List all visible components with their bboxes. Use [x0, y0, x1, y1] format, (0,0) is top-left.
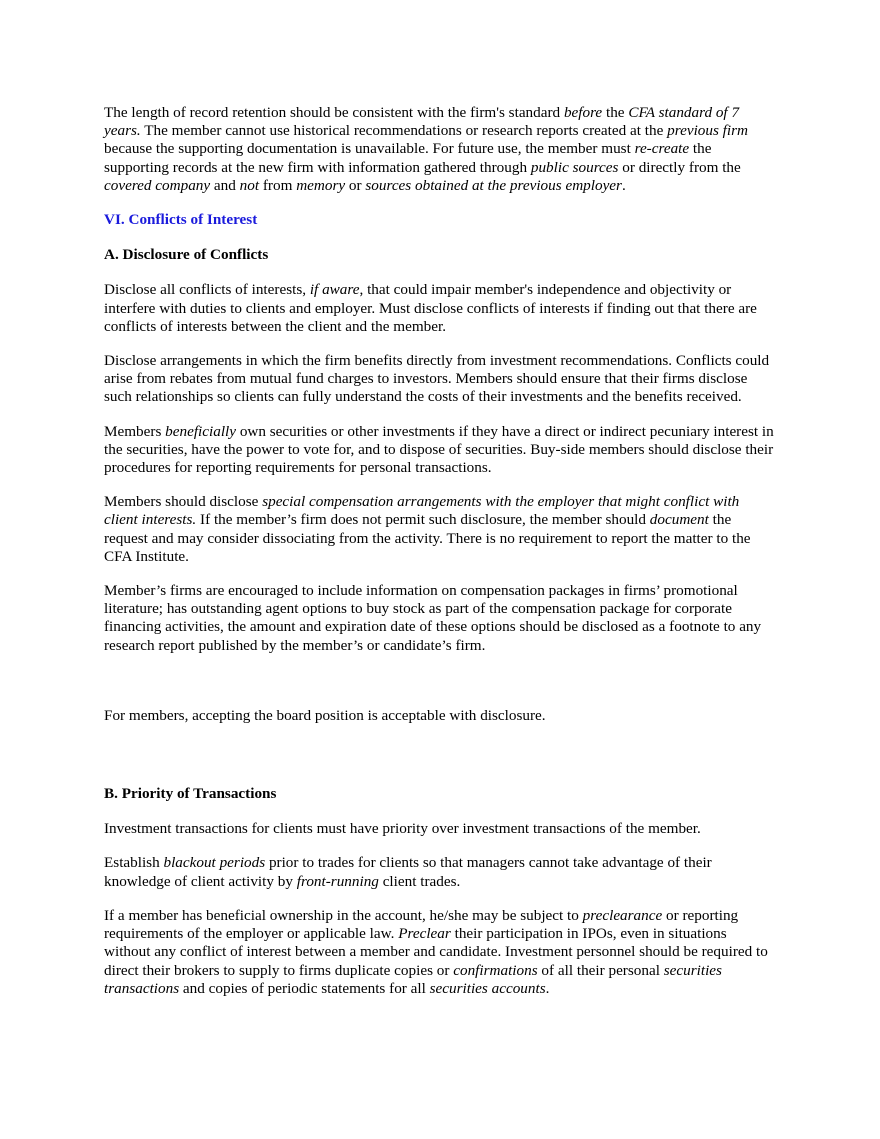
- paragraph-compensation-packages: Member’s firms are encouraged to include information on compensation packages in firms’ promotional literature; has outstanding agent options to buy stock as part of the compensation package for corporate financing activities, the amount and expiration date of these options should be disclosed as a footnote to any research report published by the member’s or candidate’s firm.: [104, 582, 762, 654]
- paragraph-blackout-periods: Establish blackout periods prior to trades for clients so that managers cannot take advantage of their knowledge of client activity by front-running client trades.: [104, 854, 712, 890]
- paragraph-client-priority: Investment transactions for clients must have priority over investment transactions of the member.: [104, 820, 701, 838]
- paragraph-preclearance: If a member has beneficial ownership in the account, he/she may be subject to preclearance or reporting requirements of the employer or applicable law. Preclear their participation in IPOs, even in situations without any conflict of interest between a member and candidate. Investment personnel should be required to direct their brokers to supply to firms duplicate copies or confirmations of all their personal securities transactions and copies of periodic statements for all securities accounts.: [104, 906, 768, 997]
- paragraph-special-compensation: Members should disclose special compensation arrangements with the employer that might conflict with client interests. If the member’s firm does not permit such disclosure, the member should document the request and may consider dissociating from the activity. There is no requirement to report the matter to the CFA Institute.: [104, 493, 751, 565]
- paragraph-beneficial-ownership: Members beneficially own securities or other investments if they have a direct or indirect pecuniary interest in the securities, have the power to vote for, and to dispose of securities. Buy-side members should disclose their procedures for reporting requirements for personal transactions.: [104, 422, 774, 477]
- paragraph-record-retention: The length of record retention should be consistent with the firm's standard before the CFA standard of 7 years. The member cannot use historical recommendations or research reports created at the previous firm because the supporting documentation is unavailable. For future use, the member must re-create the supporting records at the new firm with information gathered through public sources or directly from the covered company and not from memory or sources obtained at the previous employer.: [104, 104, 748, 194]
- section-heading-conflicts: VI. Conflicts of Interest: [104, 211, 258, 229]
- paragraph-disclose-arrangements: Disclose arrangements in which the firm benefits directly from investment recommendations. Conflicts could arise from rebates from mutual fund charges to investors. Members should ensure that their firms disclose such relationships so clients can fully understand the costs of their investments and the benefits received.: [104, 352, 770, 406]
- paragraph-board-position: For members, accepting the board position is acceptable with disclosure.: [104, 706, 546, 724]
- spacer: [104, 741, 774, 785]
- spacer: [104, 671, 774, 707]
- subheading-disclosure: A. Disclosure of Conflicts: [104, 246, 269, 264]
- document-page: [104, 104, 774, 1014]
- subheading-priority: B. Priority of Transactions: [104, 785, 277, 803]
- paragraph-disclose-conflicts: Disclose all conflicts of interests, if aware, that could impair member's independence and objectivity or interfere with duties to clients and employer. Must disclose conflicts of interests if finding out that there are conflicts of interests between the client and the member.: [104, 281, 757, 335]
